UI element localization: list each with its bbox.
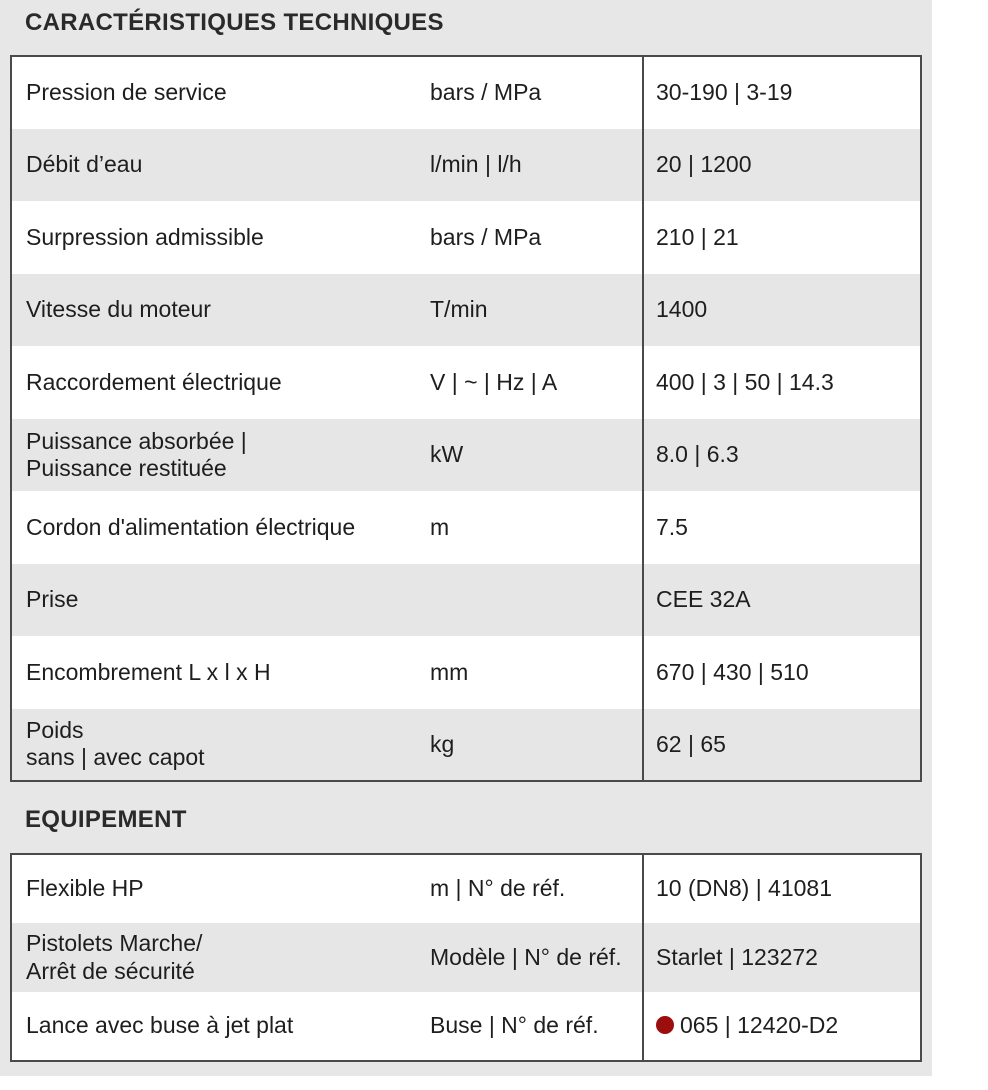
equipment-value-cell [643, 992, 921, 1061]
spec-value: 8.0 | 6.3 [643, 419, 921, 492]
table-row [11, 129, 921, 202]
table-row [11, 491, 921, 564]
spec-label: Puissance absorbée | Puissance restituée [26, 427, 247, 481]
spec-value: 1400 [643, 274, 921, 347]
equipment-heading: EQUIPEMENT [25, 806, 187, 833]
table-row [11, 709, 921, 782]
equipment-value: 10 (DN8) | 41081 [643, 854, 921, 923]
spec-label: Cordon d'alimentation électrique [26, 513, 356, 540]
spec-unit: T/min [430, 296, 488, 323]
spec-unit: V | ~ | Hz | A [430, 368, 558, 395]
table-row [11, 564, 921, 637]
table-row [11, 419, 921, 492]
equipment-unit: Buse | N° de réf. [430, 1012, 599, 1039]
table-row [11, 636, 921, 709]
equipment-label: Flexible HP [26, 875, 144, 902]
nozzle-color-dot-icon [656, 1016, 674, 1034]
equipment-unit: Modèle | N° de réf. [430, 943, 622, 970]
spec-unit [422, 564, 643, 637]
spec-unit: kW [430, 441, 464, 468]
spec-label: Vitesse du moteur [26, 296, 211, 323]
spec-unit: m [430, 513, 450, 540]
table-row [11, 992, 921, 1061]
table-row [11, 923, 921, 992]
equipment-label: Lance avec buse à jet plat [26, 1012, 294, 1039]
equipment-value: Starlet | 123272 [643, 923, 921, 992]
spec-value: 7.5 [643, 491, 921, 564]
table-row [11, 201, 921, 274]
spec-unit: kg [430, 730, 455, 757]
spec-unit: bars / MPa [430, 223, 542, 250]
spec-label: Pression de service [26, 79, 227, 106]
table-row [11, 346, 921, 419]
equipment-label: Pistolets Marche/ Arrêt de sécurité [26, 930, 203, 984]
spec-value: 670 | 430 | 510 [643, 636, 921, 709]
table-row [11, 854, 921, 923]
spec-value: 20 | 1200 [643, 129, 921, 202]
equipment-unit: m | N° de réf. [430, 875, 566, 902]
spec-label: Encombrement L x l x H [26, 658, 271, 685]
technical-specs-heading: CARACTÉRISTIQUES TECHNIQUES [25, 9, 444, 36]
spec-label: Débit d’eau [26, 151, 143, 178]
equipment-table [10, 853, 922, 1062]
spec-unit: l/min | l/h [430, 151, 522, 178]
spec-unit: mm [430, 658, 469, 685]
spec-value: CEE 32A [643, 564, 921, 637]
spec-value: 400 | 3 | 50 | 14.3 [643, 346, 921, 419]
spec-label: Raccordement électrique [26, 368, 282, 395]
table-row [11, 274, 921, 347]
spec-unit: bars / MPa [430, 79, 542, 106]
spec-value: 62 | 65 [643, 709, 921, 782]
technical-specs-table [10, 55, 922, 782]
spec-label: Surpression admissible [26, 223, 264, 250]
spec-value: 210 | 21 [643, 201, 921, 274]
spec-value: 30-190 | 3-19 [643, 56, 921, 129]
spec-label: Prise [26, 586, 79, 613]
spec-label: Poids sans | avec capot [26, 717, 205, 771]
table-row [11, 56, 921, 129]
equipment-value: 065 | 12420-D2 [680, 1012, 839, 1039]
